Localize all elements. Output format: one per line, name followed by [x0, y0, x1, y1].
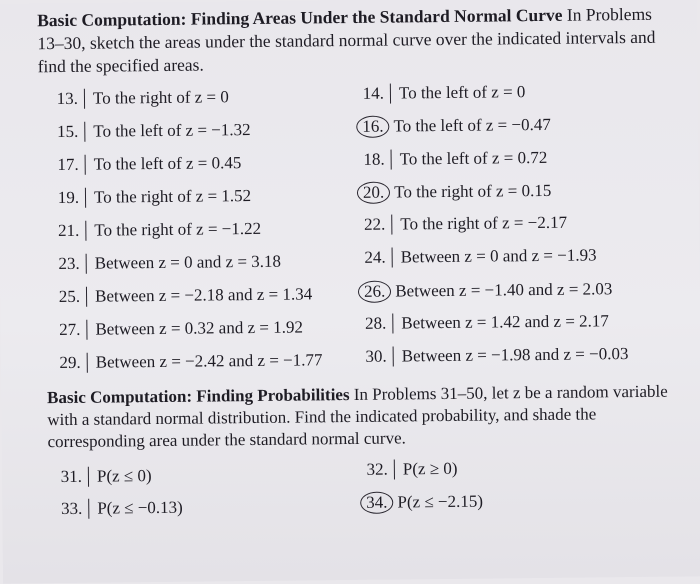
circled-number: 16.: [356, 116, 389, 138]
problem-20: 20. To the right of z = 0.15: [357, 180, 552, 204]
problem-18: 18. To the left of z = 0.72: [351, 148, 548, 170]
problem-13: 13. To the right of z = 0: [44, 87, 229, 109]
problem-27: 27. Between z = 0.32 and z = 1.92: [46, 317, 303, 340]
problem-32: 32. P(z ≥ 0): [354, 459, 458, 480]
problem-21: 21. To the right of z = −1.22: [45, 219, 261, 241]
problem-16: 16. To the left of z = −0.47: [356, 114, 551, 138]
circled-number: 26.: [358, 281, 391, 303]
section-heading-areas: [37, 3, 678, 79]
problem-30: 30. Between z = −1.98 and z = −0.03: [353, 344, 629, 367]
problem-29: 29. Between z = −2.42 and z = −1.77: [47, 350, 323, 373]
problem-19: 19. To the right of z = 1.52: [45, 186, 251, 208]
section-instructions-areas: In Problems 13–30, sketch the areas under the standard normal curve over the indicated intervals and find the specified areas.: [37, 3, 656, 77]
problem-22: 22. To the right of z = −2.17: [351, 213, 567, 235]
problem-34: 34. P(z ≤ −2.15): [360, 491, 483, 514]
section-instructions-probabilities: In Problems 31–50, let z be a random variable with a standard normal distribution. Find the indicated probability, and shade the corresponding area under the standard normal curve.: [47, 381, 668, 452]
problem-31: 31. P(z ≤ 0): [48, 466, 152, 487]
problem-17: 17. To the left of z = 0.45: [45, 153, 242, 175]
section-title-probabilities: Basic Computation: Finding Probabilities: [47, 385, 350, 408]
section-title-areas: Basic Computation: Finding Areas Under the Standard Normal Curve: [37, 4, 563, 31]
problem-25: 25. Between z = −2.18 and z = 1.34: [46, 284, 312, 307]
problem-14: 14. To the left of z = 0: [350, 82, 526, 104]
problem-26: 26. Between z = −1.40 and z = 2.03: [358, 278, 613, 303]
section-heading-probabilities: [47, 380, 688, 453]
problem-33: 33. P(z ≤ −0.13): [48, 498, 183, 519]
problem-15: 15. To the left of z = −1.32: [44, 120, 250, 142]
problem-28: 28. Between z = 1.42 and z = 2.17: [352, 311, 609, 334]
circled-number: 20.: [357, 182, 390, 204]
problem-24: 24. Between z = 0 and z = −1.93: [352, 245, 597, 268]
problem-23: 23. Between z = 0 and z = 3.18: [46, 252, 281, 274]
circled-number: 34.: [360, 492, 393, 514]
